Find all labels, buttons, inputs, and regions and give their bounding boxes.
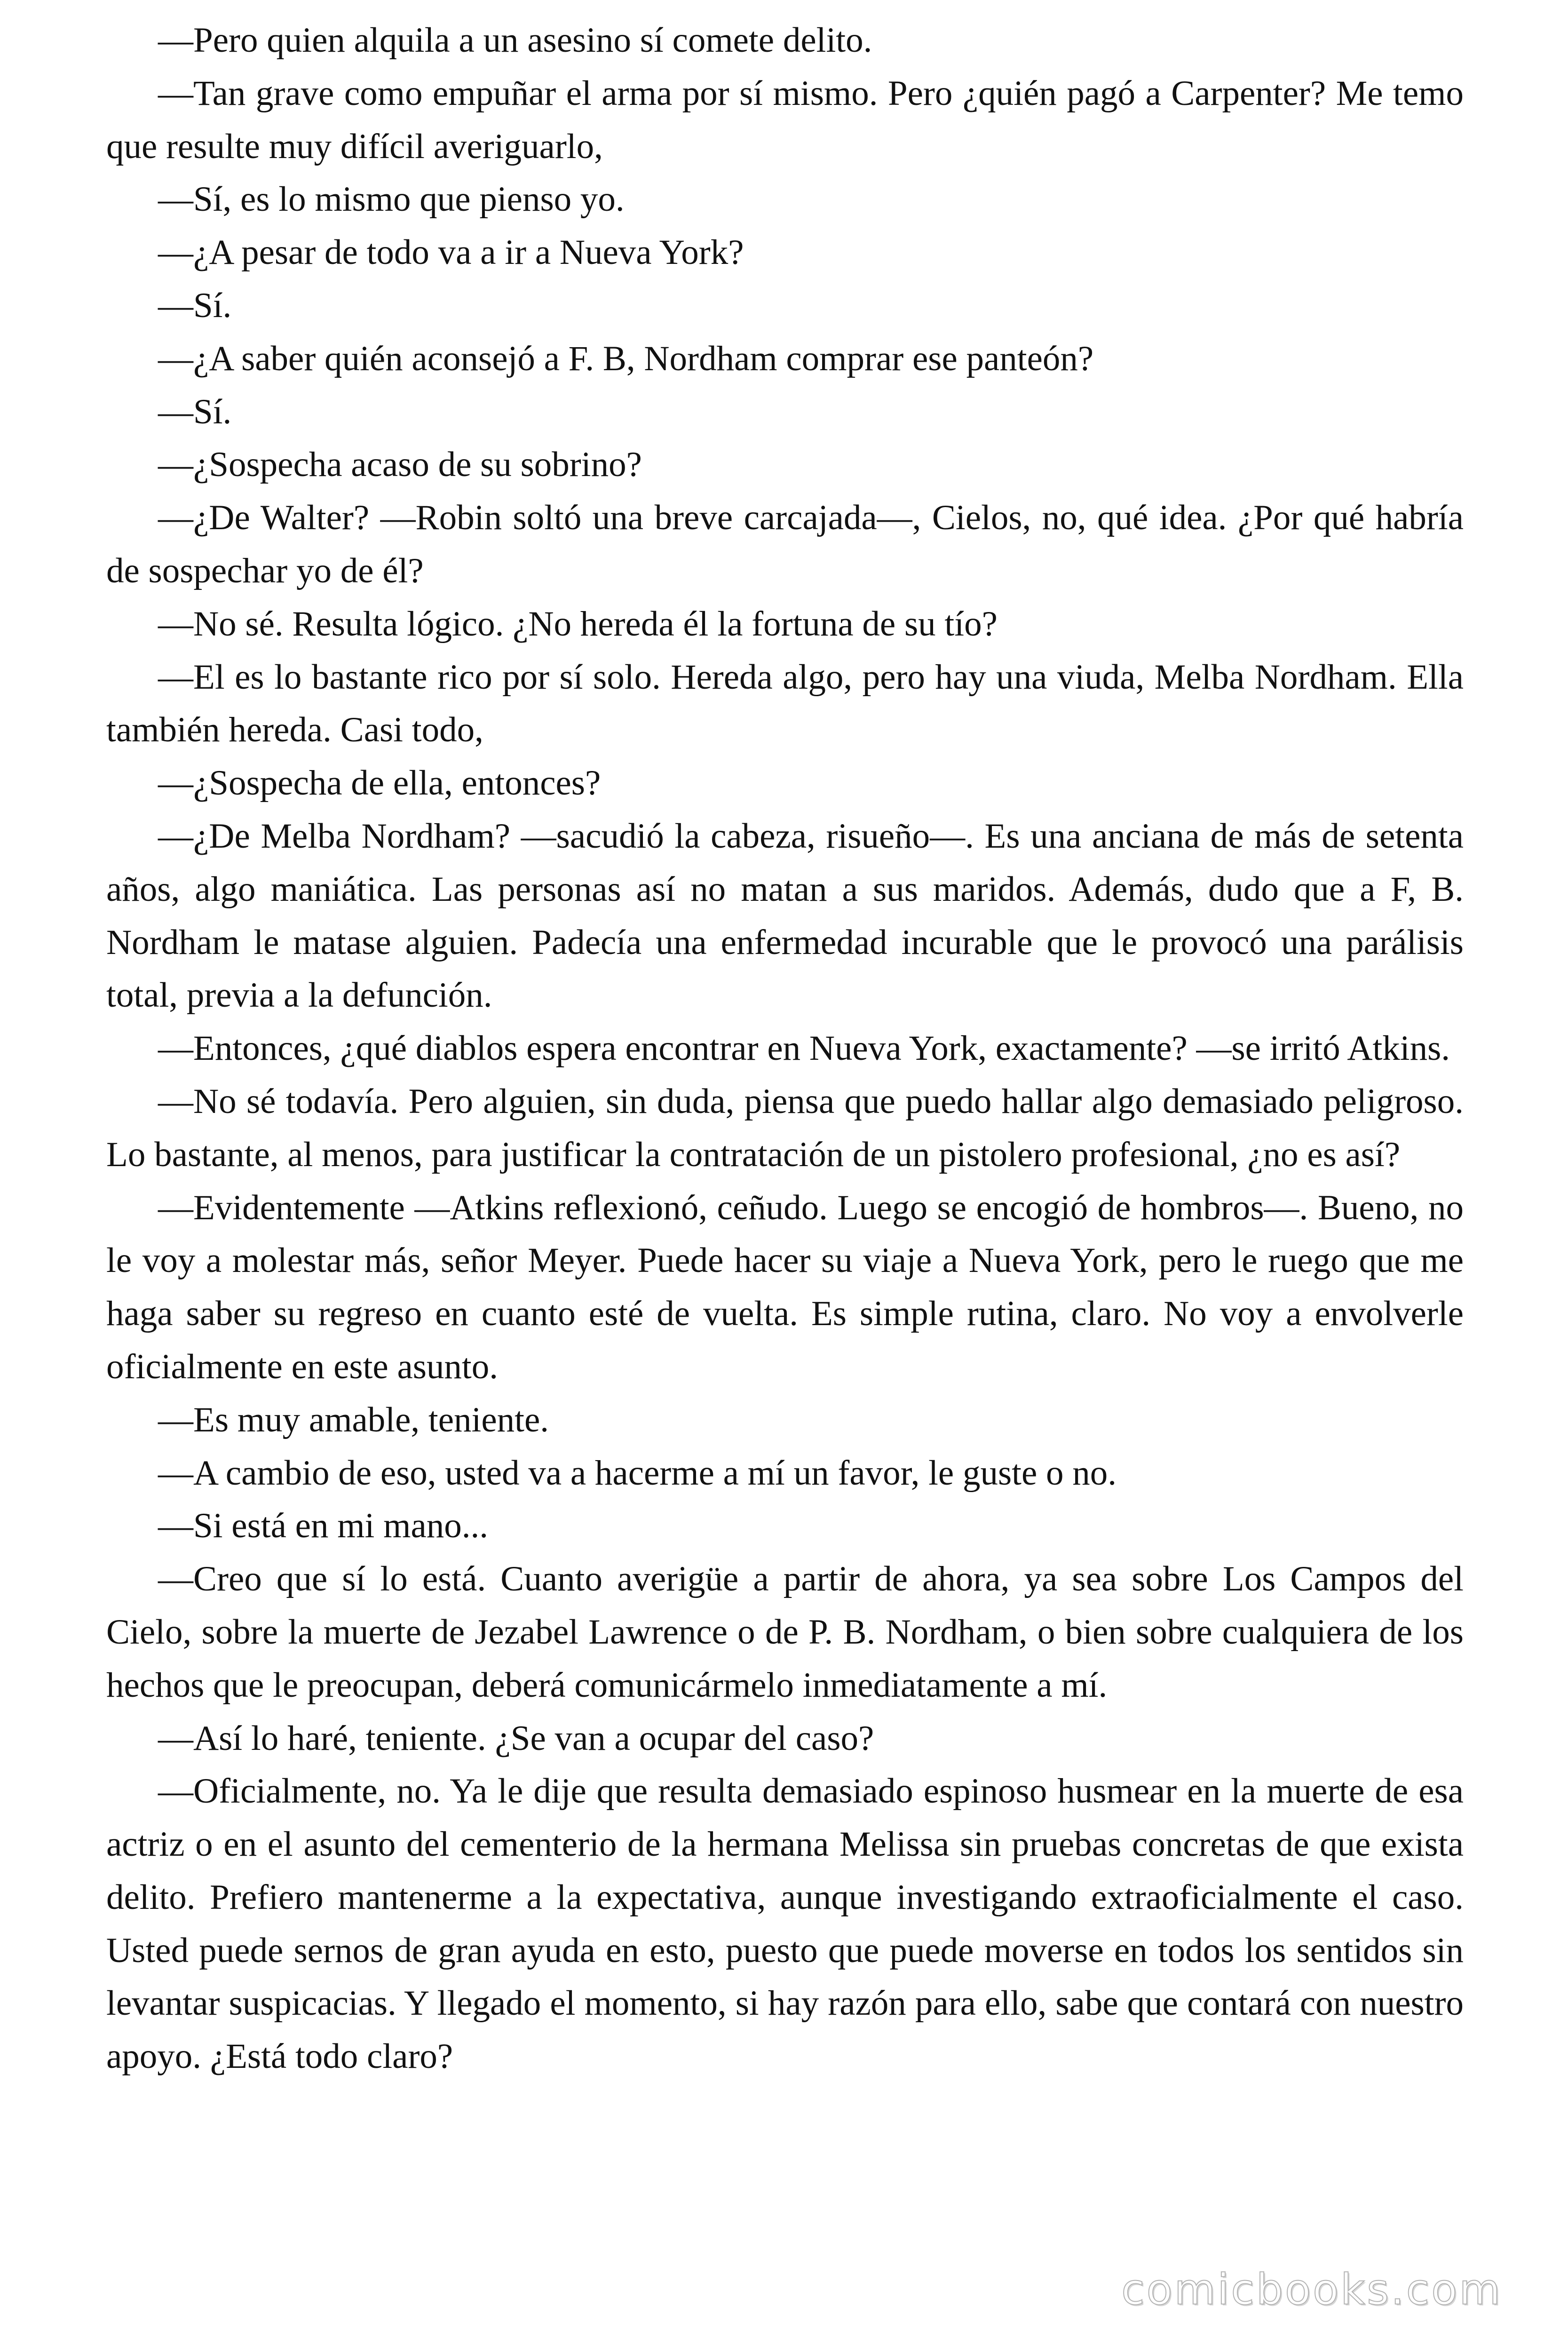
paragraph: —Es muy amable, teniente. (158, 1400, 549, 1439)
paragraph: —Si está en mi mano... (158, 1506, 488, 1546)
paragraph: —Evidentemente —Atkins reflexionó, ceñudo. Luego se encogió de hombros—. Bueno, no le voy a molestar más, señor Meyer. Puede hacer su viaje a Nueva York, pero le ruego que me haga saber su regreso en cuanto esté de vuelta. Es simple rutina, claro. No voy a envolverle oficialmente en este asunto. (106, 1188, 1464, 1386)
book-page-text (106, 14, 1464, 2083)
paragraph: —¿A pesar de todo va a ir a Nueva York? (158, 233, 744, 272)
paragraph: —Así lo haré, teniente. ¿Se van a ocupar del caso? (158, 1718, 874, 1758)
paragraph: —Sí. (158, 392, 232, 431)
paragraph: —Entonces, ¿qué diablos espera encontrar en Nueva York, exactamente? —se irritó Atkins. (158, 1029, 1450, 1068)
paragraph: —A cambio de eso, usted va a hacerme a mí un favor, le guste o no. (158, 1453, 1117, 1493)
paragraph: —Sí, es lo mismo que pienso yo. (158, 180, 625, 219)
paragraph: —No sé. Resulta lógico. ¿No hereda él la fortuna de su tío? (158, 604, 998, 644)
paragraph: —¿Sospecha de ella, entonces? (158, 763, 601, 803)
paragraph: —¿Sospecha acaso de su sobrino? (158, 445, 642, 485)
paragraph: —El es lo bastante rico por sí solo. Hereda algo, pero hay una viuda, Melba Nordham. Ella también hereda. Casi todo, (106, 657, 1464, 750)
paragraph: —Creo que sí lo está. Cuanto averigüe a partir de ahora, ya sea sobre Los Campos del Cielo, sobre la muerte de Jezabel Lawrence o de P. B. Nordham, o bien sobre cualquiera de los hechos que le preocupan, deberá comunicármelo inmediatamente a mí. (106, 1559, 1464, 1705)
paragraph: —Oficialmente, no. Ya le dije que resulta demasiado espinoso husmear en la muerte de esa actriz o en el asunto del cementerio de la hermana Melissa sin pruebas concretas de que exista delito. Prefiero mantenerme a la expectativa, aunque investigando extraoficialmente el caso. Usted puede sernos de gran ayuda en esto, puesto que puede moverse en todos los sentidos sin levantar suspicacias. Y llegado el momento, si hay razón para ello, sabe que contará con nuestro apoyo. ¿Está todo claro? (106, 1772, 1464, 2076)
paragraph: —No sé todavía. Pero alguien, sin duda, piensa que puedo hallar algo demasiado peligroso. Lo bastante, al menos, para justificar la contratación de un pistolero profesional, ¿no es así? (106, 1081, 1464, 1174)
paragraph: —Tan grave como empuñar el arma por sí mismo. Pero ¿quién pagó a Carpenter? Me temo que resulte muy difícil averiguarlo, (106, 73, 1464, 166)
watermark: comicbooks.com (1121, 2265, 1502, 2314)
paragraph: —¿De Walter? —Robin soltó una breve carcajada—, Cielos, no, qué idea. ¿Por qué habría de sospechar yo de él? (106, 498, 1464, 590)
paragraph: —¿A saber quién aconsejó a F. B, Nordham comprar ese panteón? (158, 339, 1094, 378)
paragraph: —Sí. (158, 286, 232, 325)
paragraph: —Pero quien alquila a un asesino sí comete delito. (158, 21, 872, 60)
paragraph: —¿De Melba Nordham? —sacudió la cabeza, risueño—. Es una anciana de más de setenta años, algo maniática. Las personas así no matan a sus maridos. Además, dudo que a F, B. Nordham le matase alguien. Padecía una enfermedad incurable que le provocó una parálisis total, previa a la defunción. (106, 816, 1464, 1015)
